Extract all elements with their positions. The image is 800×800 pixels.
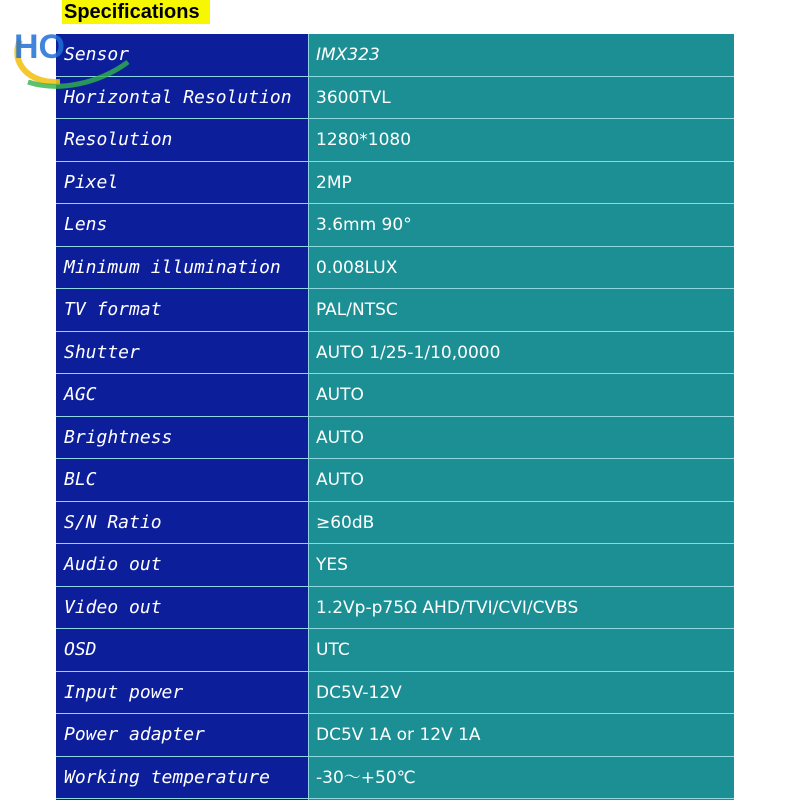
spec-label: Input power: [64, 681, 184, 703]
spec-label: Pixel: [64, 171, 119, 193]
spec-value: DC5V 1A or 12V 1A: [316, 725, 481, 745]
spec-label: Shutter: [64, 341, 140, 363]
spec-label: OSD: [64, 639, 97, 660]
spec-value: 1.2Vp-p75Ω AHD/TVI/CVI/CVBS: [316, 597, 579, 618]
spec-label: AGC: [64, 384, 97, 405]
spec-row: [56, 757, 734, 800]
spec-value: 1280*1080: [316, 130, 412, 150]
spec-label: Audio out: [64, 554, 162, 575]
spec-row: [56, 374, 734, 417]
spec-row: [56, 204, 734, 247]
spec-row: [56, 587, 734, 630]
spec-row: [56, 502, 734, 545]
spec-value: PAL/NTSC: [316, 300, 398, 320]
spec-row: [56, 459, 734, 502]
spec-row: [56, 247, 734, 290]
spec-label: Working temperature: [64, 766, 270, 788]
spec-label: Video out: [64, 596, 162, 618]
spec-label: S/N Ratio: [64, 511, 162, 533]
spec-value: AUTO: [316, 470, 364, 490]
spec-label: Sensor: [64, 44, 130, 65]
spec-label: Horizontal Resolution: [64, 86, 292, 108]
spec-row: [56, 629, 734, 672]
spec-row: [56, 332, 734, 375]
spec-label: Power adapter: [64, 724, 205, 745]
spec-value: 2MP: [316, 172, 352, 193]
spec-row: [56, 119, 734, 162]
spec-value: IMX323: [316, 45, 380, 65]
spec-value: 3.6mm 90°: [316, 215, 412, 235]
spec-label: TV format: [64, 299, 162, 320]
brand-logo: [8, 22, 158, 92]
spec-label: BLC: [64, 469, 97, 490]
spec-row: [56, 714, 734, 757]
spec-label: Lens: [64, 214, 108, 235]
spec-table: [56, 34, 734, 800]
section-heading: Specifications: [62, 0, 210, 24]
spec-label: Brightness: [64, 426, 173, 448]
spec-value: AUTO: [316, 427, 364, 448]
spec-label: Resolution: [64, 129, 173, 150]
spec-value: UTC: [316, 640, 350, 660]
spec-row: [56, 544, 734, 587]
spec-row: [56, 162, 734, 205]
spec-row: [56, 417, 734, 460]
spec-value: YES: [316, 555, 348, 575]
spec-label: Minimum illumination: [64, 256, 281, 278]
spec-row: [56, 289, 734, 332]
spec-value: DC5V-12V: [316, 682, 402, 703]
spec-value: 0.008LUX: [316, 257, 398, 278]
spec-value: AUTO: [316, 385, 364, 405]
spec-value: 3600TVL: [316, 87, 391, 108]
spec-value: -30～+50℃: [316, 767, 416, 788]
spec-row: [56, 672, 734, 715]
spec-value: AUTO 1/25-1/10,0000: [316, 342, 501, 363]
logo-text: HO: [14, 28, 65, 66]
spec-value: ≥60dB: [316, 512, 375, 533]
